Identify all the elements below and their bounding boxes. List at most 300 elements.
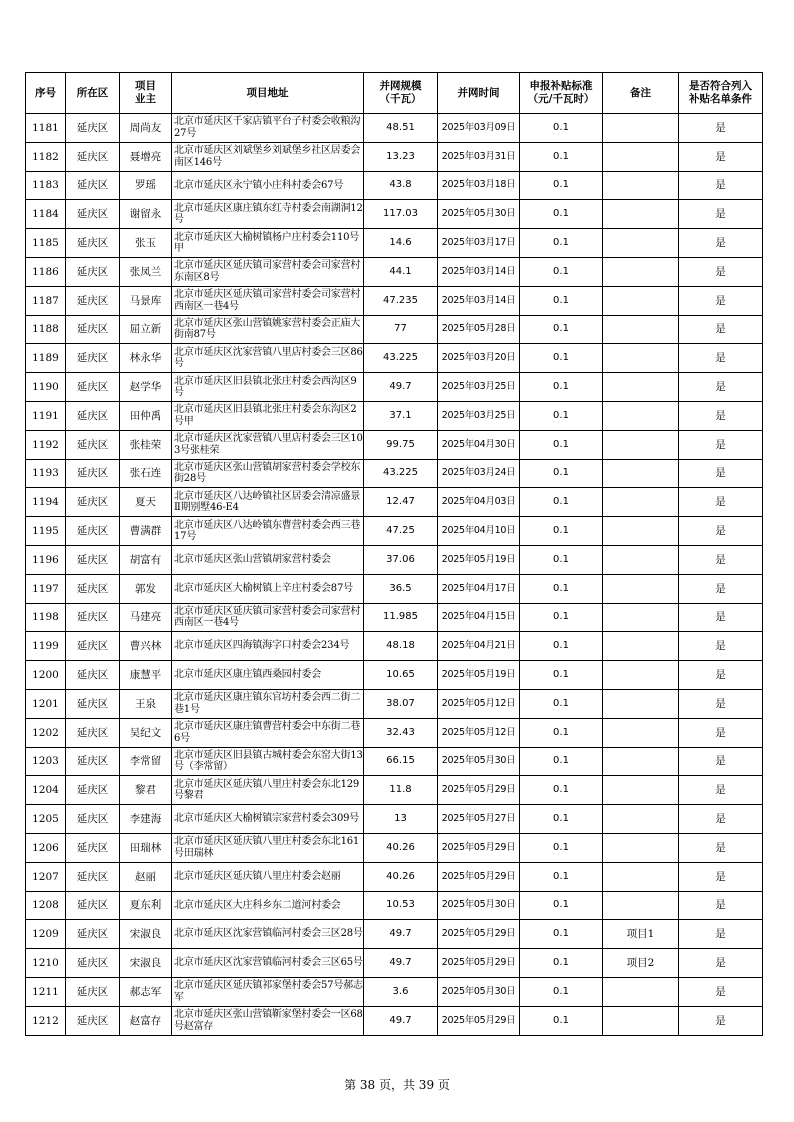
- cell-subsidy-rate: 0.1: [520, 632, 603, 661]
- cell-subsidy-rate: 0.1: [520, 805, 603, 834]
- cell-address: 北京市延庆区延庆镇八里庄村委会赵丽: [172, 862, 364, 891]
- table-row: [26, 1006, 763, 1035]
- cell-eligible: 是: [679, 114, 763, 143]
- cell-capacity: 37.1: [364, 401, 438, 430]
- cell-capacity: 48.18: [364, 632, 438, 661]
- cell-subsidy-rate: 0.1: [520, 517, 603, 546]
- cell-owner: 马建亮: [120, 603, 172, 632]
- cell-remarks: [603, 114, 679, 143]
- table-row: [26, 142, 763, 171]
- cell-capacity: 12.47: [364, 488, 438, 517]
- cell-capacity: 117.03: [364, 200, 438, 229]
- header-capacity: 并网规模 （千瓦）: [364, 73, 438, 114]
- cell-grid-date: 2025年03月31日: [438, 142, 520, 171]
- cell-remarks: [603, 229, 679, 258]
- cell-eligible: 是: [679, 603, 763, 632]
- table-row: [26, 315, 763, 344]
- cell-subsidy-rate: 0.1: [520, 891, 603, 920]
- cell-grid-date: 2025年05月29日: [438, 949, 520, 978]
- cell-district: 延庆区: [66, 286, 120, 315]
- cell-grid-date: 2025年03月14日: [438, 257, 520, 286]
- cell-grid-date: 2025年05月28日: [438, 315, 520, 344]
- cell-capacity: 43.225: [364, 344, 438, 373]
- cell-subsidy-rate: 0.1: [520, 545, 603, 574]
- table-row: [26, 171, 763, 200]
- cell-capacity: 44.1: [364, 257, 438, 286]
- cell-owner: 宋淑良: [120, 949, 172, 978]
- cell-subsidy-rate: 0.1: [520, 718, 603, 747]
- cell-district: 延庆区: [66, 776, 120, 805]
- cell-subsidy-rate: 0.1: [520, 661, 603, 690]
- cell-district: 延庆区: [66, 545, 120, 574]
- cell-grid-date: 2025年04月21日: [438, 632, 520, 661]
- cell-grid-date: 2025年05月30日: [438, 200, 520, 229]
- cell-remarks: [603, 430, 679, 459]
- table-row: [26, 632, 763, 661]
- cell-address: 北京市延庆区沈家营镇临河村委会三区28号: [172, 920, 364, 949]
- cell-remarks: 项目1: [603, 920, 679, 949]
- cell-seq: 1211: [26, 977, 66, 1006]
- cell-remarks: [603, 574, 679, 603]
- table-row: [26, 805, 763, 834]
- cell-eligible: 是: [679, 574, 763, 603]
- cell-subsidy-rate: 0.1: [520, 776, 603, 805]
- cell-address: 北京市延庆区大庄科乡东二道河村委会: [172, 891, 364, 920]
- cell-seq: 1201: [26, 689, 66, 718]
- cell-capacity: 32.43: [364, 718, 438, 747]
- cell-address: 北京市延庆区大榆树镇杨户庄村委会110号甲: [172, 229, 364, 258]
- cell-subsidy-rate: 0.1: [520, 574, 603, 603]
- cell-seq: 1207: [26, 862, 66, 891]
- cell-owner: 夏天: [120, 488, 172, 517]
- cell-grid-date: 2025年04月15日: [438, 603, 520, 632]
- cell-district: 延庆区: [66, 718, 120, 747]
- header-owner: 项目 业主: [120, 73, 172, 114]
- cell-owner: 赵富存: [120, 1006, 172, 1035]
- cell-eligible: 是: [679, 373, 763, 402]
- cell-remarks: [603, 862, 679, 891]
- cell-eligible: 是: [679, 517, 763, 546]
- cell-subsidy-rate: 0.1: [520, 401, 603, 430]
- cell-address: 北京市延庆区康庄镇东官坊村委会西二街二巷1号: [172, 689, 364, 718]
- cell-address: 北京市延庆区沈家营镇八里店村委会三区103号张桂荣: [172, 430, 364, 459]
- cell-seq: 1194: [26, 488, 66, 517]
- cell-capacity: 10.53: [364, 891, 438, 920]
- cell-address: 北京市延庆区康庄镇西桑园村委会: [172, 661, 364, 690]
- cell-district: 延庆区: [66, 229, 120, 258]
- cell-owner: 田仲禹: [120, 401, 172, 430]
- cell-address: 北京市延庆区刘斌堡乡刘斌堡乡社区居委会南区146号: [172, 142, 364, 171]
- cell-district: 延庆区: [66, 315, 120, 344]
- cell-address: 北京市延庆区四海镇海字口村委会234号: [172, 632, 364, 661]
- cell-eligible: 是: [679, 315, 763, 344]
- cell-seq: 1184: [26, 200, 66, 229]
- table-row: [26, 257, 763, 286]
- cell-remarks: [603, 315, 679, 344]
- cell-subsidy-rate: 0.1: [520, 1006, 603, 1035]
- cell-owner: 宋淑良: [120, 920, 172, 949]
- cell-grid-date: 2025年03月25日: [438, 373, 520, 402]
- cell-seq: 1204: [26, 776, 66, 805]
- cell-eligible: 是: [679, 689, 763, 718]
- cell-eligible: 是: [679, 776, 763, 805]
- cell-owner: 夏东利: [120, 891, 172, 920]
- cell-eligible: 是: [679, 1006, 763, 1035]
- cell-owner: 赵学华: [120, 373, 172, 402]
- cell-district: 延庆区: [66, 430, 120, 459]
- cell-owner: 林永华: [120, 344, 172, 373]
- cell-owner: 郭发: [120, 574, 172, 603]
- cell-eligible: 是: [679, 920, 763, 949]
- cell-owner: 李常留: [120, 747, 172, 776]
- cell-eligible: 是: [679, 229, 763, 258]
- header-address: 项目地址: [172, 73, 364, 114]
- cell-capacity: 40.26: [364, 833, 438, 862]
- header-seq: 序号: [26, 73, 66, 114]
- cell-owner: 曹兴林: [120, 632, 172, 661]
- table-row: [26, 891, 763, 920]
- cell-grid-date: 2025年04月30日: [438, 430, 520, 459]
- cell-district: 延庆区: [66, 1006, 120, 1035]
- cell-seq: 1208: [26, 891, 66, 920]
- cell-district: 延庆区: [66, 200, 120, 229]
- cell-address: 北京市延庆区永宁镇小庄科村委会67号: [172, 171, 364, 200]
- header-subsidy-rate: 申报补贴标准 （元/千瓦时）: [520, 73, 603, 114]
- cell-grid-date: 2025年05月30日: [438, 891, 520, 920]
- cell-remarks: [603, 171, 679, 200]
- cell-seq: 1209: [26, 920, 66, 949]
- table-header-row: [26, 73, 763, 114]
- cell-grid-date: 2025年03月09日: [438, 114, 520, 143]
- table-row: [26, 920, 763, 949]
- cell-owner: 王泉: [120, 689, 172, 718]
- cell-capacity: 99.75: [364, 430, 438, 459]
- cell-capacity: 37.06: [364, 545, 438, 574]
- cell-capacity: 11.985: [364, 603, 438, 632]
- cell-owner: 吴纪文: [120, 718, 172, 747]
- cell-grid-date: 2025年05月30日: [438, 747, 520, 776]
- cell-capacity: 49.7: [364, 920, 438, 949]
- cell-address: 北京市延庆区张山营镇靳家堡村委会一区68号赵富存: [172, 1006, 364, 1035]
- cell-capacity: 43.8: [364, 171, 438, 200]
- cell-capacity: 49.7: [364, 949, 438, 978]
- cell-eligible: 是: [679, 718, 763, 747]
- table-row: [26, 200, 763, 229]
- cell-grid-date: 2025年04月03日: [438, 488, 520, 517]
- cell-subsidy-rate: 0.1: [520, 459, 603, 488]
- table-row: [26, 229, 763, 258]
- cell-address: 北京市延庆区延庆镇司家营村委会司家营村东南区8号: [172, 257, 364, 286]
- cell-owner: 张石连: [120, 459, 172, 488]
- cell-district: 延庆区: [66, 257, 120, 286]
- cell-grid-date: 2025年04月17日: [438, 574, 520, 603]
- table-row: [26, 977, 763, 1006]
- cell-grid-date: 2025年05月29日: [438, 1006, 520, 1035]
- cell-subsidy-rate: 0.1: [520, 142, 603, 171]
- cell-seq: 1183: [26, 171, 66, 200]
- cell-seq: 1189: [26, 344, 66, 373]
- cell-address: 北京市延庆区延庆镇司家营村委会司家营村西南区一巷4号: [172, 286, 364, 315]
- cell-remarks: [603, 344, 679, 373]
- cell-eligible: 是: [679, 949, 763, 978]
- cell-subsidy-rate: 0.1: [520, 949, 603, 978]
- table-row: [26, 862, 763, 891]
- table-row: [26, 459, 763, 488]
- table-row: [26, 949, 763, 978]
- cell-remarks: [603, 776, 679, 805]
- cell-district: 延庆区: [66, 833, 120, 862]
- cell-eligible: 是: [679, 286, 763, 315]
- cell-subsidy-rate: 0.1: [520, 862, 603, 891]
- cell-seq: 1195: [26, 517, 66, 546]
- cell-seq: 1202: [26, 718, 66, 747]
- cell-subsidy-rate: 0.1: [520, 344, 603, 373]
- cell-district: 延庆区: [66, 603, 120, 632]
- cell-remarks: [603, 805, 679, 834]
- cell-grid-date: 2025年05月30日: [438, 977, 520, 1006]
- cell-owner: 康慧平: [120, 661, 172, 690]
- cell-subsidy-rate: 0.1: [520, 286, 603, 315]
- cell-address: 北京市延庆区沈家营镇八里店村委会三区86号: [172, 344, 364, 373]
- cell-grid-date: 2025年05月29日: [438, 862, 520, 891]
- cell-capacity: 13: [364, 805, 438, 834]
- cell-district: 延庆区: [66, 114, 120, 143]
- cell-grid-date: 2025年05月12日: [438, 689, 520, 718]
- cell-grid-date: 2025年05月19日: [438, 545, 520, 574]
- cell-capacity: 40.26: [364, 862, 438, 891]
- header-remarks: 备注: [603, 73, 679, 114]
- cell-subsidy-rate: 0.1: [520, 114, 603, 143]
- header-eligible: 是否符合列入 补贴名单条件: [679, 73, 763, 114]
- cell-remarks: [603, 977, 679, 1006]
- cell-seq: 1186: [26, 257, 66, 286]
- cell-address: 北京市延庆区八达岭镇社区居委会清凉盛景Ⅱ期别墅46-E4: [172, 488, 364, 517]
- cell-seq: 1203: [26, 747, 66, 776]
- cell-remarks: [603, 517, 679, 546]
- cell-remarks: [603, 833, 679, 862]
- cell-subsidy-rate: 0.1: [520, 373, 603, 402]
- cell-remarks: [603, 286, 679, 315]
- cell-grid-date: 2025年03月14日: [438, 286, 520, 315]
- cell-capacity: 49.7: [364, 373, 438, 402]
- cell-subsidy-rate: 0.1: [520, 430, 603, 459]
- cell-grid-date: 2025年05月29日: [438, 833, 520, 862]
- subsidy-table: [25, 72, 763, 1036]
- cell-owner: 屈立新: [120, 315, 172, 344]
- table-row: [26, 718, 763, 747]
- cell-grid-date: 2025年03月17日: [438, 229, 520, 258]
- cell-seq: 1206: [26, 833, 66, 862]
- table-row: [26, 776, 763, 805]
- cell-district: 延庆区: [66, 920, 120, 949]
- cell-eligible: 是: [679, 430, 763, 459]
- cell-seq: 1191: [26, 401, 66, 430]
- cell-address: 北京市延庆区延庆镇八里庄村委会东北161号田瑞林: [172, 833, 364, 862]
- cell-capacity: 66.15: [364, 747, 438, 776]
- cell-seq: 1188: [26, 315, 66, 344]
- header-district: 所在区: [66, 73, 120, 114]
- cell-grid-date: 2025年03月24日: [438, 459, 520, 488]
- cell-address: 北京市延庆区千家店镇平台子村委会收粮沟27号: [172, 114, 364, 143]
- cell-remarks: [603, 718, 679, 747]
- cell-capacity: 11.8: [364, 776, 438, 805]
- cell-address: 北京市延庆区延庆镇祁家堡村委会57号郝志军: [172, 977, 364, 1006]
- cell-address: 北京市延庆区大榆树镇宗家营村委会309号: [172, 805, 364, 834]
- cell-district: 延庆区: [66, 488, 120, 517]
- cell-seq: 1210: [26, 949, 66, 978]
- cell-district: 延庆区: [66, 142, 120, 171]
- cell-capacity: 36.5: [364, 574, 438, 603]
- cell-remarks: [603, 142, 679, 171]
- page-footer: 第 38 页，共 39 页: [344, 1078, 450, 1092]
- table-row: [26, 430, 763, 459]
- table-row: [26, 401, 763, 430]
- table-row: [26, 286, 763, 315]
- cell-subsidy-rate: 0.1: [520, 920, 603, 949]
- cell-subsidy-rate: 0.1: [520, 689, 603, 718]
- header-grid-date: 并网时间: [438, 73, 520, 114]
- cell-district: 延庆区: [66, 574, 120, 603]
- cell-remarks: [603, 459, 679, 488]
- cell-district: 延庆区: [66, 949, 120, 978]
- cell-seq: 1199: [26, 632, 66, 661]
- cell-owner: 黎君: [120, 776, 172, 805]
- cell-grid-date: 2025年03月20日: [438, 344, 520, 373]
- cell-seq: 1197: [26, 574, 66, 603]
- cell-remarks: [603, 545, 679, 574]
- table-row: [26, 689, 763, 718]
- cell-seq: 1200: [26, 661, 66, 690]
- cell-grid-date: 2025年03月18日: [438, 171, 520, 200]
- cell-seq: 1198: [26, 603, 66, 632]
- cell-district: 延庆区: [66, 373, 120, 402]
- cell-capacity: 3.6: [364, 977, 438, 1006]
- table-row: [26, 373, 763, 402]
- cell-address: 北京市延庆区八达岭镇东曹营村委会西三巷17号: [172, 517, 364, 546]
- cell-district: 延庆区: [66, 344, 120, 373]
- cell-remarks: [603, 632, 679, 661]
- table-row: [26, 517, 763, 546]
- cell-seq: 1190: [26, 373, 66, 402]
- cell-subsidy-rate: 0.1: [520, 747, 603, 776]
- cell-grid-date: 2025年03月25日: [438, 401, 520, 430]
- cell-grid-date: 2025年05月27日: [438, 805, 520, 834]
- cell-eligible: 是: [679, 142, 763, 171]
- cell-address: 北京市延庆区旧县镇古城村委会东窑大街13号（李常留）: [172, 747, 364, 776]
- cell-owner: 聂增亮: [120, 142, 172, 171]
- cell-eligible: 是: [679, 257, 763, 286]
- cell-owner: 赵丽: [120, 862, 172, 891]
- cell-capacity: 77: [364, 315, 438, 344]
- cell-owner: 张玉: [120, 229, 172, 258]
- cell-grid-date: 2025年05月29日: [438, 776, 520, 805]
- cell-capacity: 43.225: [364, 459, 438, 488]
- cell-seq: 1193: [26, 459, 66, 488]
- cell-address: 北京市延庆区张山营镇胡家营村委会: [172, 545, 364, 574]
- cell-address: 北京市延庆区沈家营镇临河村委会三区65号: [172, 949, 364, 978]
- cell-eligible: 是: [679, 200, 763, 229]
- cell-capacity: 47.235: [364, 286, 438, 315]
- cell-address: 北京市延庆区康庄镇东红寺村委会南湖洞12号: [172, 200, 364, 229]
- cell-owner: 张桂荣: [120, 430, 172, 459]
- cell-owner: 周尚友: [120, 114, 172, 143]
- cell-seq: 1182: [26, 142, 66, 171]
- cell-grid-date: 2025年05月29日: [438, 920, 520, 949]
- cell-owner: 谢留永: [120, 200, 172, 229]
- cell-subsidy-rate: 0.1: [520, 488, 603, 517]
- cell-eligible: 是: [679, 488, 763, 517]
- cell-capacity: 38.07: [364, 689, 438, 718]
- cell-remarks: [603, 488, 679, 517]
- cell-remarks: [603, 661, 679, 690]
- cell-owner: 李建海: [120, 805, 172, 834]
- table-row: [26, 574, 763, 603]
- cell-owner: 马景库: [120, 286, 172, 315]
- cell-subsidy-rate: 0.1: [520, 315, 603, 344]
- cell-remarks: [603, 200, 679, 229]
- cell-remarks: [603, 257, 679, 286]
- cell-capacity: 13.23: [364, 142, 438, 171]
- cell-district: 延庆区: [66, 977, 120, 1006]
- cell-seq: 1185: [26, 229, 66, 258]
- cell-remarks: [603, 1006, 679, 1035]
- table-body: [26, 114, 763, 1036]
- table-row: [26, 603, 763, 632]
- cell-district: 延庆区: [66, 171, 120, 200]
- cell-address: 北京市延庆区张山营镇姚家营村委会正庙大街南87号: [172, 315, 364, 344]
- cell-remarks: [603, 401, 679, 430]
- cell-subsidy-rate: 0.1: [520, 603, 603, 632]
- cell-remarks: [603, 689, 679, 718]
- cell-subsidy-rate: 0.1: [520, 977, 603, 1006]
- cell-eligible: 是: [679, 977, 763, 1006]
- cell-eligible: 是: [679, 401, 763, 430]
- cell-address: 北京市延庆区延庆镇八里庄村委会东北129号黎君: [172, 776, 364, 805]
- cell-address: 北京市延庆区延庆镇司家营村委会司家营村西南区一巷4号: [172, 603, 364, 632]
- cell-remarks: [603, 891, 679, 920]
- cell-eligible: 是: [679, 545, 763, 574]
- cell-grid-date: 2025年05月12日: [438, 718, 520, 747]
- cell-owner: 曹满群: [120, 517, 172, 546]
- cell-seq: 1205: [26, 805, 66, 834]
- cell-grid-date: 2025年04月10日: [438, 517, 520, 546]
- cell-owner: 张凤兰: [120, 257, 172, 286]
- cell-subsidy-rate: 0.1: [520, 200, 603, 229]
- table-row: [26, 545, 763, 574]
- cell-district: 延庆区: [66, 862, 120, 891]
- cell-eligible: 是: [679, 661, 763, 690]
- cell-eligible: 是: [679, 747, 763, 776]
- cell-eligible: 是: [679, 862, 763, 891]
- cell-district: 延庆区: [66, 459, 120, 488]
- cell-address: 北京市延庆区大榆树镇上辛庄村委会87号: [172, 574, 364, 603]
- cell-address: 北京市延庆区张山营镇胡家营村委会学校东街28号: [172, 459, 364, 488]
- cell-seq: 1196: [26, 545, 66, 574]
- cell-eligible: 是: [679, 459, 763, 488]
- cell-seq: 1212: [26, 1006, 66, 1035]
- cell-subsidy-rate: 0.1: [520, 171, 603, 200]
- cell-subsidy-rate: 0.1: [520, 257, 603, 286]
- cell-district: 延庆区: [66, 689, 120, 718]
- cell-district: 延庆区: [66, 747, 120, 776]
- cell-capacity: 14.6: [364, 229, 438, 258]
- cell-capacity: 48.51: [364, 114, 438, 143]
- cell-eligible: 是: [679, 344, 763, 373]
- cell-subsidy-rate: 0.1: [520, 229, 603, 258]
- cell-capacity: 49.7: [364, 1006, 438, 1035]
- cell-district: 延庆区: [66, 891, 120, 920]
- cell-capacity: 47.25: [364, 517, 438, 546]
